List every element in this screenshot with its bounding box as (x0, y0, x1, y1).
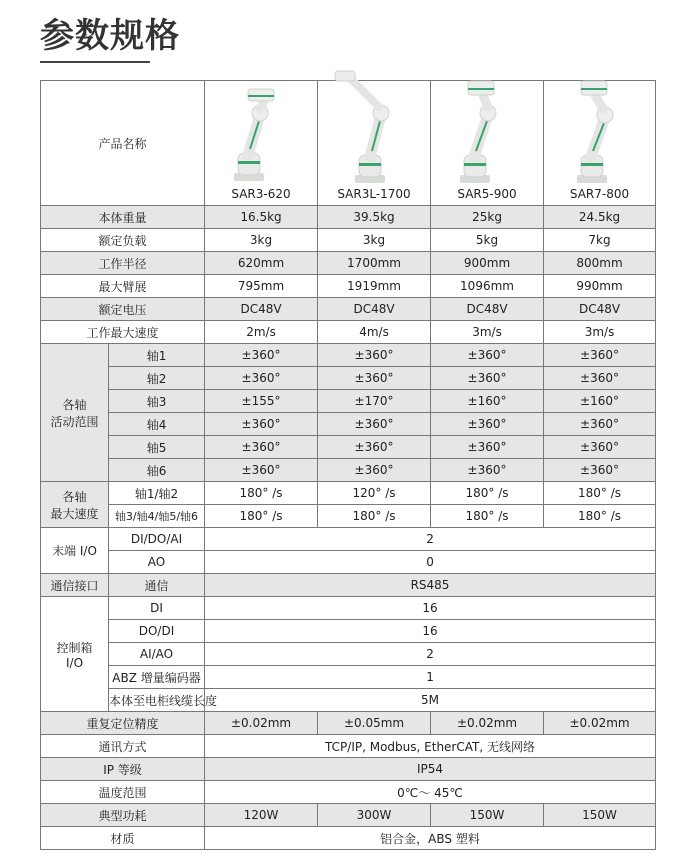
group-label-controller-io: 控制箱 I/O (41, 597, 109, 712)
table-row (41, 528, 656, 551)
table-row (41, 781, 656, 804)
cell: 180° /s (205, 505, 318, 528)
row-label: DI (109, 597, 205, 620)
cell: 900mm (431, 252, 544, 275)
table-row (41, 735, 656, 758)
cell: 0℃～ 45℃ (205, 781, 656, 804)
group-label-axis-range: 各轴 活动范围 (41, 344, 109, 482)
cell: 180° /s (544, 482, 656, 505)
table-row (41, 620, 656, 643)
table-row (41, 321, 656, 344)
cell: 7kg (544, 229, 656, 252)
row-label: DI/DO/AI (109, 528, 205, 551)
row-label: 轴1/轴2 (109, 482, 205, 505)
cell: 150W (431, 804, 544, 827)
model-name: SAR5-900 (457, 187, 517, 201)
row-label: 轴3 (109, 390, 205, 413)
row-label: 最大臂展 (41, 275, 205, 298)
group-label-axis-speed: 各轴 最大速度 (41, 482, 109, 528)
cell: ±360° (431, 413, 544, 436)
row-label: 轴3/轴4/轴5/轴6 (109, 505, 205, 528)
table-row (41, 344, 656, 367)
model-name: SAR3-620 (231, 187, 291, 201)
cell: ±170° (318, 390, 431, 413)
table-row (41, 712, 656, 735)
table-row (41, 275, 656, 298)
cell: 0 (205, 551, 656, 574)
table-row (41, 298, 656, 321)
robot-arm-image (565, 79, 635, 185)
row-label: 轴1 (109, 344, 205, 367)
robot-arm-image (452, 79, 522, 185)
cell: 16 (205, 597, 656, 620)
cell: 16 (205, 620, 656, 643)
model-name: SAR3L-1700 (337, 187, 411, 201)
cell: 300W (318, 804, 431, 827)
row-label: 轴2 (109, 367, 205, 390)
table-row (41, 551, 656, 574)
cell: ±360° (205, 367, 318, 390)
row-label: AO (109, 551, 205, 574)
robot-arm-image (226, 87, 296, 185)
table-row (41, 758, 656, 781)
cell: 铝合金，ABS 塑料 (205, 827, 656, 850)
header-row (41, 81, 656, 206)
cell: 3kg (205, 229, 318, 252)
cell: DC48V (431, 298, 544, 321)
row-label: 工作最大速度 (41, 321, 205, 344)
cell: ±360° (544, 413, 656, 436)
table-row (41, 459, 656, 482)
group-label-comm: 通信接口 (41, 574, 109, 597)
table-row (41, 597, 656, 620)
table-row (41, 390, 656, 413)
cell: 120° /s (318, 482, 431, 505)
row-label: IP 等级 (41, 758, 205, 781)
row-label: 本体至电柜线缆长度 (109, 689, 205, 712)
cell: 2 (205, 528, 656, 551)
cell: 25kg (431, 206, 544, 229)
cell: 1096mm (431, 275, 544, 298)
table-row (41, 827, 656, 850)
row-label: 额定负载 (41, 229, 205, 252)
cell: 1919mm (318, 275, 431, 298)
cell: ±360° (205, 344, 318, 367)
cell: ±360° (431, 367, 544, 390)
cell: 180° /s (431, 505, 544, 528)
cell: ±360° (431, 459, 544, 482)
cell: ±0.02mm (431, 712, 544, 735)
cell: ±360° (318, 459, 431, 482)
cell: 1 (205, 666, 656, 689)
cell: ±360° (205, 436, 318, 459)
table-row (41, 505, 656, 528)
cell: ±160° (544, 390, 656, 413)
model-name: SAR7-800 (569, 187, 630, 201)
cell: 1700mm (318, 252, 431, 275)
table-row (41, 689, 656, 712)
table-row (41, 413, 656, 436)
row-label: 温度范围 (41, 781, 205, 804)
cell: 3kg (318, 229, 431, 252)
row-label: 轴5 (109, 436, 205, 459)
cell: ±360° (431, 344, 544, 367)
product-cell (318, 81, 431, 206)
product-cell (431, 81, 544, 206)
row-label: 工作半径 (41, 252, 205, 275)
row-label: 额定电压 (41, 298, 205, 321)
cell: 990mm (544, 275, 656, 298)
cell: TCP/IP, Modbus, EtherCAT, 无线网络 (205, 735, 656, 758)
cell: 620mm (205, 252, 318, 275)
table-row (41, 482, 656, 505)
cell: 120W (205, 804, 318, 827)
cell: DC48V (318, 298, 431, 321)
cell: ±160° (431, 390, 544, 413)
cell: 800mm (544, 252, 656, 275)
cell: ±360° (318, 367, 431, 390)
table-row (41, 206, 656, 229)
cell: ±0.02mm (205, 712, 318, 735)
cell: 5M (205, 689, 656, 712)
row-label: 本体重量 (41, 206, 205, 229)
table-row (41, 574, 656, 597)
cell: 3m/s (544, 321, 656, 344)
row-label: 通信 (109, 574, 205, 597)
table-row (41, 436, 656, 459)
cell: 180° /s (318, 505, 431, 528)
cell: ±360° (544, 459, 656, 482)
cell: 16.5kg (205, 206, 318, 229)
cell: 2m/s (205, 321, 318, 344)
cell: ±360° (544, 367, 656, 390)
row-label: 典型功耗 (41, 804, 205, 827)
cell: ±360° (431, 436, 544, 459)
cell: 4m/s (318, 321, 431, 344)
table-row (41, 666, 656, 689)
cell: DC48V (205, 298, 318, 321)
row-label: 材质 (41, 827, 205, 850)
cell: ±360° (205, 413, 318, 436)
product-cell (544, 81, 656, 206)
table-row (41, 804, 656, 827)
group-label-end-io: 末端 I/O (41, 528, 109, 574)
row-label: DO/DI (109, 620, 205, 643)
cell: 2 (205, 643, 656, 666)
table-row (41, 643, 656, 666)
title-underline (40, 61, 150, 63)
cell: ±360° (318, 436, 431, 459)
cell: DC48V (544, 298, 656, 321)
cell: ±0.02mm (544, 712, 656, 735)
cell: 180° /s (544, 505, 656, 528)
page-title: 参数规格 (40, 16, 180, 56)
row-label: 通讯方式 (41, 735, 205, 758)
cell: 795mm (205, 275, 318, 298)
row-label: AI/AO (109, 643, 205, 666)
cell: ±360° (318, 413, 431, 436)
cell: ±360° (205, 459, 318, 482)
cell: 150W (544, 804, 656, 827)
cell: 180° /s (205, 482, 318, 505)
robot-arm-image (329, 71, 419, 185)
product-name-label: 产品名称 (41, 81, 205, 206)
product-cell (205, 81, 318, 206)
cell: RS485 (205, 574, 656, 597)
cell: ±155° (205, 390, 318, 413)
table-row (41, 252, 656, 275)
cell: ±360° (318, 344, 431, 367)
table-row (41, 367, 656, 390)
cell: ±0.05mm (318, 712, 431, 735)
row-label: 重复定位精度 (41, 712, 205, 735)
table-row (41, 229, 656, 252)
cell: 180° /s (431, 482, 544, 505)
cell: IP54 (205, 758, 656, 781)
cell: 3m/s (431, 321, 544, 344)
row-label: 轴6 (109, 459, 205, 482)
spec-table (40, 80, 656, 850)
cell: 24.5kg (544, 206, 656, 229)
cell: ±360° (544, 344, 656, 367)
row-label: ABZ 增量编码器 (109, 666, 205, 689)
cell: 5kg (431, 229, 544, 252)
row-label: 轴4 (109, 413, 205, 436)
cell: ±360° (544, 436, 656, 459)
cell: 39.5kg (318, 206, 431, 229)
